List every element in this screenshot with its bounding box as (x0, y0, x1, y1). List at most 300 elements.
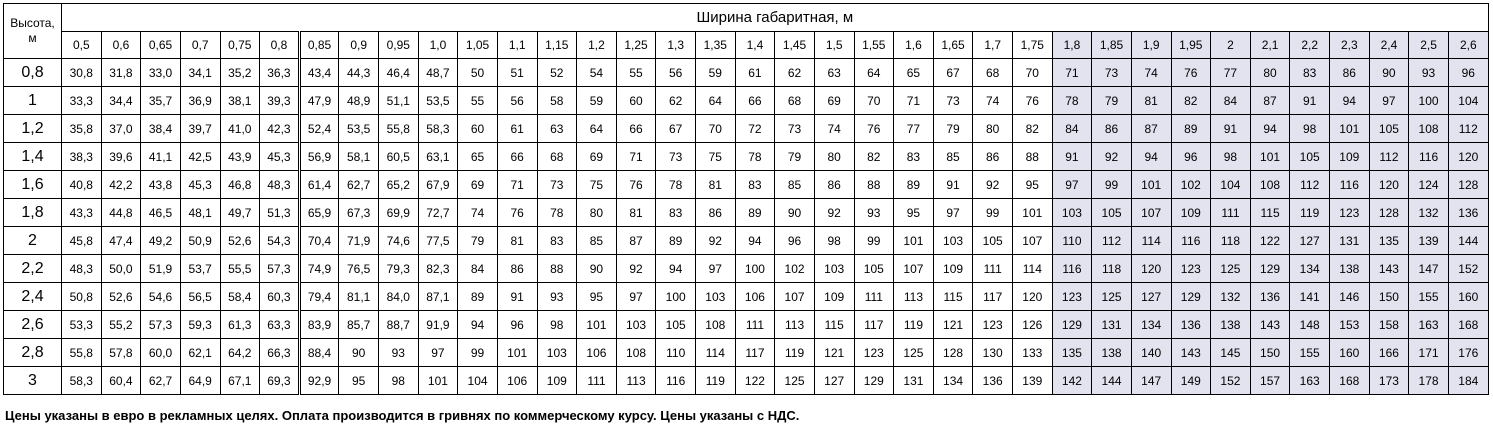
price-cell: 104 (1448, 87, 1488, 115)
price-cell: 130 (973, 339, 1013, 367)
price-cell: 75 (696, 143, 736, 171)
price-cell: 105 (854, 255, 894, 283)
price-cell: 117 (735, 339, 775, 367)
price-cell: 67 (933, 59, 973, 87)
price-cell: 138 (1092, 339, 1132, 367)
price-cell: 101 (418, 367, 458, 395)
price-cell: 128 (1369, 199, 1409, 227)
price-cell: 107 (775, 283, 815, 311)
price-cell: 63,1 (418, 143, 458, 171)
price-cell: 81 (696, 171, 736, 199)
width-header: 1,4 (735, 32, 775, 59)
price-cell: 75 (577, 171, 617, 199)
price-cell: 41,1 (141, 143, 181, 171)
price-cell: 54,6 (141, 283, 181, 311)
price-cell: 155 (1409, 283, 1449, 311)
price-cell: 102 (1171, 171, 1211, 199)
height-header: 2,2 (4, 255, 62, 283)
width-header: 1,9 (1131, 32, 1171, 59)
price-cell: 127 (1131, 283, 1171, 311)
price-cell: 85 (775, 171, 815, 199)
price-cell: 80 (814, 143, 854, 171)
price-cell: 136 (1448, 199, 1488, 227)
price-cell: 38,1 (220, 87, 260, 115)
price-cell: 133 (1013, 339, 1053, 367)
price-cell: 141 (1290, 283, 1330, 311)
price-cell: 109 (933, 255, 973, 283)
price-cell: 46,5 (141, 199, 181, 227)
price-cell: 108 (1250, 171, 1290, 199)
price-cell: 134 (1290, 255, 1330, 283)
price-cell: 67 (656, 115, 696, 143)
width-header: 1,95 (1171, 32, 1211, 59)
price-cell: 120 (1131, 255, 1171, 283)
price-cell: 112 (1290, 171, 1330, 199)
price-cell: 56,9 (299, 143, 339, 171)
price-cell: 94 (1131, 143, 1171, 171)
price-cell: 168 (1330, 367, 1370, 395)
price-cell: 42,2 (101, 171, 141, 199)
price-cell: 63 (814, 59, 854, 87)
price-cell: 112 (1448, 115, 1488, 143)
price-cell: 112 (1369, 143, 1409, 171)
price-cell: 125 (1211, 255, 1251, 283)
price-cell: 71,9 (339, 227, 379, 255)
price-cell: 153 (1330, 311, 1370, 339)
price-cell: 129 (1250, 255, 1290, 283)
price-table (3, 3, 1489, 395)
price-cell: 56 (656, 59, 696, 87)
price-cell: 83,9 (299, 311, 339, 339)
price-cell: 82 (854, 143, 894, 171)
price-cell: 85 (933, 143, 973, 171)
table-row (4, 227, 1489, 255)
price-cell: 39,6 (101, 143, 141, 171)
price-cell: 73 (1092, 59, 1132, 87)
width-header: 1,45 (775, 32, 815, 59)
price-cell: 111 (973, 255, 1013, 283)
price-cell: 42,3 (260, 115, 300, 143)
price-cell: 143 (1250, 311, 1290, 339)
table-row (4, 87, 1489, 115)
price-cell: 123 (1330, 199, 1370, 227)
price-cell: 43,9 (220, 143, 260, 171)
price-cell: 87,1 (418, 283, 458, 311)
width-header: 2,4 (1369, 32, 1409, 59)
price-cell: 68 (775, 87, 815, 115)
price-cell: 60,3 (260, 283, 300, 311)
price-cell: 87 (1250, 87, 1290, 115)
price-cell: 88 (1013, 143, 1053, 171)
price-cell: 83 (735, 171, 775, 199)
width-header: 2,2 (1290, 32, 1330, 59)
price-cell: 49,2 (141, 227, 181, 255)
price-cell: 134 (933, 367, 973, 395)
price-cell: 89 (735, 199, 775, 227)
price-cell: 136 (1171, 311, 1211, 339)
price-cell: 95 (577, 283, 617, 311)
price-cell: 100 (656, 283, 696, 311)
price-cell: 155 (1290, 339, 1330, 367)
price-cell: 113 (616, 367, 656, 395)
price-cell: 64,9 (180, 367, 220, 395)
price-cell: 105 (1092, 199, 1132, 227)
price-cell: 69,9 (379, 199, 419, 227)
price-cell: 168 (1448, 311, 1488, 339)
price-cell: 52,6 (101, 283, 141, 311)
price-cell: 65 (458, 143, 498, 171)
header-row-group (4, 4, 1489, 32)
price-cell: 83 (537, 227, 577, 255)
price-cell: 79 (458, 227, 498, 255)
price-cell: 146 (1330, 283, 1370, 311)
height-header: 1,8 (4, 199, 62, 227)
price-cell: 135 (1369, 227, 1409, 255)
table-row (4, 283, 1489, 311)
price-cell: 74 (973, 87, 1013, 115)
price-cell: 33,3 (62, 87, 102, 115)
width-header: 1,1 (497, 32, 537, 59)
price-cell: 64 (577, 115, 617, 143)
price-cell: 119 (1290, 199, 1330, 227)
height-header: 1,6 (4, 171, 62, 199)
price-cell: 30,8 (62, 59, 102, 87)
price-cell: 129 (1052, 311, 1092, 339)
price-cell: 97 (418, 339, 458, 367)
price-cell: 111 (577, 367, 617, 395)
table-row (4, 367, 1489, 395)
price-cell: 83 (1290, 59, 1330, 87)
width-group-header: Ширина габаритная, м (62, 4, 1489, 32)
price-cell: 69 (814, 87, 854, 115)
price-cell: 92 (1092, 143, 1132, 171)
price-cell: 120 (1448, 143, 1488, 171)
price-cell: 73 (656, 143, 696, 171)
price-cell: 64,2 (220, 339, 260, 367)
price-cell: 76,5 (339, 255, 379, 283)
price-cell: 113 (775, 311, 815, 339)
price-cell: 50,9 (180, 227, 220, 255)
price-cell: 86 (1092, 115, 1132, 143)
price-cell: 86 (973, 143, 1013, 171)
price-cell: 70 (1013, 59, 1053, 87)
price-cell: 81 (1131, 87, 1171, 115)
width-header: 1,75 (1013, 32, 1053, 59)
price-cell: 76 (497, 199, 537, 227)
price-cell: 82 (1171, 87, 1211, 115)
price-cell: 41,0 (220, 115, 260, 143)
price-cell: 128 (1448, 171, 1488, 199)
width-header: 0,75 (220, 32, 260, 59)
price-cell: 60 (616, 87, 656, 115)
price-cell: 74 (814, 115, 854, 143)
price-cell: 59 (696, 59, 736, 87)
price-cell: 152 (1211, 367, 1251, 395)
price-cell: 84 (458, 255, 498, 283)
price-cell: 101 (1250, 143, 1290, 171)
price-cell: 38,4 (141, 115, 181, 143)
price-cell: 109 (537, 367, 577, 395)
price-cell: 62 (775, 59, 815, 87)
price-cell: 84,0 (379, 283, 419, 311)
price-cell: 117 (973, 283, 1013, 311)
price-cell: 91 (497, 283, 537, 311)
price-cell: 173 (1369, 367, 1409, 395)
price-cell: 77 (1211, 59, 1251, 87)
width-header: 1,25 (616, 32, 656, 59)
price-cell: 48,9 (339, 87, 379, 115)
price-cell: 72,7 (418, 199, 458, 227)
price-cell: 63 (537, 115, 577, 143)
price-cell: 101 (1013, 199, 1053, 227)
price-cell: 132 (1211, 283, 1251, 311)
price-cell: 96 (775, 227, 815, 255)
price-cell: 95 (894, 199, 934, 227)
price-cell: 107 (1013, 227, 1053, 255)
price-cell: 91 (1290, 87, 1330, 115)
price-cell: 55,8 (62, 339, 102, 367)
price-cell: 57,3 (260, 255, 300, 283)
price-cell: 108 (616, 339, 656, 367)
price-cell: 89 (1171, 115, 1211, 143)
price-cell: 104 (458, 367, 498, 395)
price-cell: 81 (616, 199, 656, 227)
price-cell: 115 (933, 283, 973, 311)
price-cell: 89 (656, 227, 696, 255)
price-cell: 86 (814, 171, 854, 199)
width-header: 1,05 (458, 32, 498, 59)
price-cell: 90 (339, 339, 379, 367)
price-cell: 129 (1171, 283, 1211, 311)
price-cell: 76 (854, 115, 894, 143)
price-cell: 62,7 (141, 367, 181, 395)
width-header: 2,1 (1250, 32, 1290, 59)
width-header: 1,2 (577, 32, 617, 59)
price-cell: 77,5 (418, 227, 458, 255)
price-cell: 102 (775, 255, 815, 283)
price-cell: 60,4 (101, 367, 141, 395)
width-header: 0,5 (62, 32, 102, 59)
price-cell: 160 (1330, 339, 1370, 367)
price-cell: 76 (1171, 59, 1211, 87)
price-cell: 53,3 (62, 311, 102, 339)
price-cell: 131 (894, 367, 934, 395)
price-cell: 127 (814, 367, 854, 395)
price-cell: 105 (1290, 143, 1330, 171)
price-cell: 55,8 (379, 115, 419, 143)
price-cell: 92 (616, 255, 656, 283)
price-cell: 82 (1013, 115, 1053, 143)
price-cell: 101 (1330, 115, 1370, 143)
price-cell: 60 (458, 115, 498, 143)
price-cell: 131 (1330, 227, 1370, 255)
price-cell: 59,3 (180, 311, 220, 339)
price-cell: 51 (497, 59, 537, 87)
price-cell: 147 (1131, 367, 1171, 395)
width-header: 1,7 (973, 32, 1013, 59)
price-cell: 107 (1131, 199, 1171, 227)
price-cell: 145 (1211, 339, 1251, 367)
price-cell: 48,3 (62, 255, 102, 283)
price-cell: 43,4 (299, 59, 339, 87)
price-cell: 51,9 (141, 255, 181, 283)
price-cell: 50 (458, 59, 498, 87)
height-header: 1,2 (4, 115, 62, 143)
price-cell: 171 (1409, 339, 1449, 367)
price-cell: 53,5 (339, 115, 379, 143)
price-cell: 100 (735, 255, 775, 283)
price-cell: 70,4 (299, 227, 339, 255)
price-cell: 108 (696, 311, 736, 339)
price-cell: 158 (1369, 311, 1409, 339)
price-cell: 97 (1369, 87, 1409, 115)
width-header: 1,0 (418, 32, 458, 59)
price-cell: 31,8 (101, 59, 141, 87)
price-cell: 74 (1131, 59, 1171, 87)
price-cell: 147 (1409, 255, 1449, 283)
height-header: 0,8 (4, 59, 62, 87)
price-cell: 99 (1092, 171, 1132, 199)
price-cell: 36,3 (260, 59, 300, 87)
price-cell: 134 (1131, 311, 1171, 339)
height-header: 2,6 (4, 311, 62, 339)
price-cell: 53,5 (418, 87, 458, 115)
price-cell: 48,3 (260, 171, 300, 199)
price-cell: 123 (1171, 255, 1211, 283)
price-cell: 114 (696, 339, 736, 367)
width-header: 2,6 (1448, 32, 1488, 59)
price-cell: 86 (1330, 59, 1370, 87)
price-cell: 93 (379, 339, 419, 367)
price-cell: 88 (854, 171, 894, 199)
price-cell: 94 (1330, 87, 1370, 115)
price-cell: 65,2 (379, 171, 419, 199)
price-cell: 64 (854, 59, 894, 87)
price-cell: 46,8 (220, 171, 260, 199)
price-cell: 52 (537, 59, 577, 87)
price-cell: 103 (814, 255, 854, 283)
price-cell: 94 (656, 255, 696, 283)
corner-label-line1: Высота, (10, 16, 55, 30)
price-cell: 125 (1092, 283, 1132, 311)
price-cell: 96 (1448, 59, 1488, 87)
price-cell: 111 (1211, 199, 1251, 227)
price-cell: 65,9 (299, 199, 339, 227)
price-cell: 68 (973, 59, 1013, 87)
price-cell: 67,9 (418, 171, 458, 199)
price-cell: 135 (1052, 339, 1092, 367)
price-cell: 80 (577, 199, 617, 227)
price-cell: 98 (814, 227, 854, 255)
price-cell: 88,7 (379, 311, 419, 339)
price-cell: 105 (1369, 115, 1409, 143)
price-table-body (4, 59, 1489, 395)
price-cell: 98 (1290, 115, 1330, 143)
price-cell: 89 (458, 283, 498, 311)
price-cell: 79 (933, 115, 973, 143)
price-cell: 140 (1131, 339, 1171, 367)
width-header: 0,85 (299, 32, 339, 59)
price-cell: 51,3 (260, 199, 300, 227)
table-row (4, 199, 1489, 227)
price-cell: 109 (1171, 199, 1211, 227)
price-cell: 94 (1250, 115, 1290, 143)
price-cell: 44,3 (339, 59, 379, 87)
price-cell: 101 (577, 311, 617, 339)
width-header: 1,55 (854, 32, 894, 59)
price-cell: 122 (735, 367, 775, 395)
width-header: 1,3 (656, 32, 696, 59)
price-cell: 49,7 (220, 199, 260, 227)
price-cell: 53,7 (180, 255, 220, 283)
height-header: 1,4 (4, 143, 62, 171)
price-cell: 90 (775, 199, 815, 227)
price-cell: 56 (497, 87, 537, 115)
width-header: 0,95 (379, 32, 419, 59)
price-cell: 45,8 (62, 227, 102, 255)
price-cell: 62,1 (180, 339, 220, 367)
price-cell: 54 (577, 59, 617, 87)
price-cell: 142 (1052, 367, 1092, 395)
price-cell: 105 (656, 311, 696, 339)
price-cell: 125 (894, 339, 934, 367)
price-cell: 33,0 (141, 59, 181, 87)
price-cell: 62 (656, 87, 696, 115)
price-cell: 115 (1250, 199, 1290, 227)
price-cell: 93 (1409, 59, 1449, 87)
width-header: 1,85 (1092, 32, 1132, 59)
price-cell: 149 (1171, 367, 1211, 395)
price-cell: 94 (458, 311, 498, 339)
price-cell: 116 (656, 367, 696, 395)
price-cell: 86 (497, 255, 537, 283)
price-cell: 119 (894, 311, 934, 339)
table-row (4, 59, 1489, 87)
price-cell: 116 (1330, 171, 1370, 199)
price-cell: 78 (537, 199, 577, 227)
price-cell: 65 (894, 59, 934, 87)
price-cell: 123 (854, 339, 894, 367)
price-cell: 62,7 (339, 171, 379, 199)
price-cell: 71 (616, 143, 656, 171)
price-cell: 70 (854, 87, 894, 115)
price-cell: 107 (894, 255, 934, 283)
price-cell: 92 (973, 171, 1013, 199)
price-cell: 143 (1369, 255, 1409, 283)
price-cell: 61 (497, 115, 537, 143)
price-cell: 120 (1369, 171, 1409, 199)
price-cell: 43,8 (141, 171, 181, 199)
price-cell: 74 (458, 199, 498, 227)
price-cell: 136 (973, 367, 1013, 395)
price-cell: 58 (537, 87, 577, 115)
price-cell: 47,9 (299, 87, 339, 115)
price-cell: 73 (775, 115, 815, 143)
price-cell: 92 (696, 227, 736, 255)
price-cell: 70 (696, 115, 736, 143)
price-cell: 139 (1013, 367, 1053, 395)
price-cell: 117 (854, 311, 894, 339)
price-cell: 60,5 (379, 143, 419, 171)
price-cell: 114 (1013, 255, 1053, 283)
price-cell: 85 (577, 227, 617, 255)
price-cell: 55,5 (220, 255, 260, 283)
price-cell: 125 (775, 367, 815, 395)
corner-label-line2: м (28, 31, 37, 45)
price-cell: 101 (497, 339, 537, 367)
price-cell: 103 (1052, 199, 1092, 227)
price-cell: 97 (616, 283, 656, 311)
